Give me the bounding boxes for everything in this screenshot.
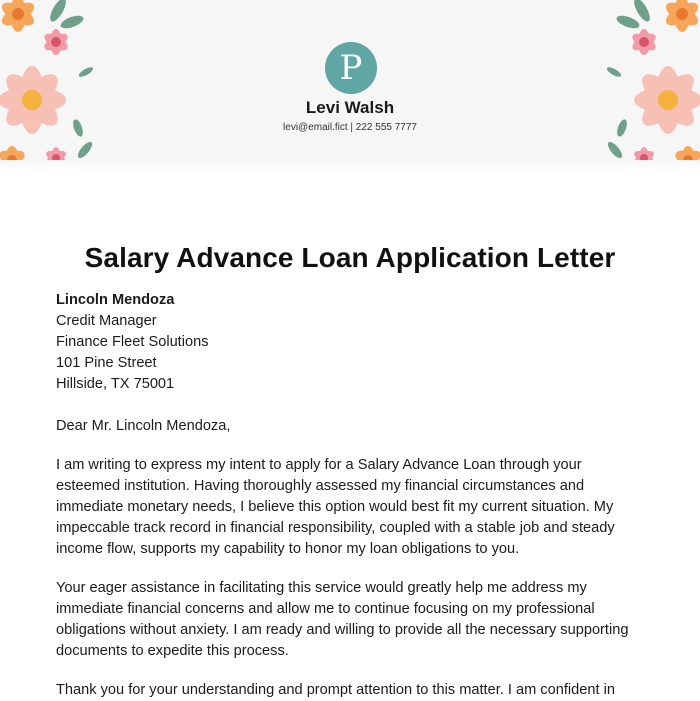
monogram-badge [325, 42, 377, 94]
recipient-street: 101 Pine Street [56, 355, 157, 371]
header-divider [0, 160, 700, 172]
sender-contact: levi@email.fict | 222 555 7777 [283, 122, 417, 133]
sender-name: Levi Walsh [305, 98, 395, 117]
paragraph: Thank you for your understanding and prompt attention to this matter. I am confident in [56, 682, 615, 698]
recipient-name: Lincoln Mendoza [56, 292, 175, 308]
flower-icon [0, 0, 38, 32]
flower-icon [630, 29, 659, 55]
monogram-letter: P [339, 48, 363, 88]
letter-body [56, 290, 646, 701]
recipient-city: Hillside, TX 75001 [56, 376, 175, 392]
paragraph: Your eager assistance in facilitating this service would greatly help me address my immediate financial concerns and allow me to continue focusing on my professional obligations without anxiety. I am ready and willing to provide all the necessary supporting documents to expedite this process. [56, 580, 629, 659]
letterhead [0, 0, 700, 172]
paragraph: I am writing to express my intent to apply for a Salary Advance Loan through your esteemed institution. Having thoroughly assessed my financial circumstances and immediate monetary needs, I believe this option would best fit my current situation. My impeccable track record in financial responsibility, coupled with a stable job and steady income flow, supports my capability to honor my loan obligations to you. [56, 457, 615, 557]
flower-icon [42, 29, 71, 55]
recipient-block [56, 290, 646, 395]
recipient-position: Credit Manager [56, 313, 157, 329]
salutation: Dear Mr. Lincoln Mendoza, [56, 418, 231, 434]
document-title: Salary Advance Loan Application Letter [84, 242, 616, 273]
flower-icon [662, 0, 700, 32]
floral-decoration-left [0, 0, 110, 172]
recipient-company: Finance Fleet Solutions [56, 334, 209, 350]
floral-decoration-right [590, 0, 700, 172]
